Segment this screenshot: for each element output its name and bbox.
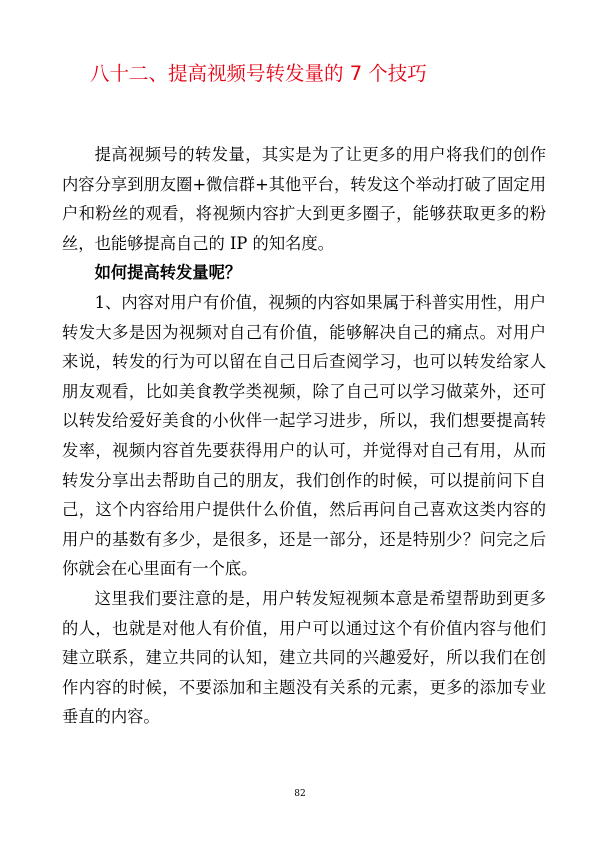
page-number: 82 (294, 789, 306, 799)
body-text (62, 140, 546, 732)
subheading: 如何提高转发量呢？ (94, 263, 242, 283)
intro-paragraph: 提高视频号的转发量，其实是为了让更多的用户将我们的创作内容分享到朋友圈+微信群+其他平台，转发这个举动打破了固定用户和粉丝的观看，将视频内容扩大到更多圈子，能够获取更多的粉丝，也能够提高自己的 IP 的知名度。 (62, 145, 546, 253)
note-paragraph: 这里我们要注意的是，用户转发短视频本意是希望帮助到更多的人，也就是对他人有价值，用户可以通过这个有价值内容与他们建立联系，建立共同的认知，建立共同的兴趣爱好，所以我们在创作内容的时候，不要添加和主题没有关系的元素，更多的添加专业垂直的内容。 (62, 588, 546, 727)
tip-1-paragraph: 1、内容对用户有价值，视频的内容如果属于科普实用性，用户转发大多是因为视频对自己有价值，能够解决自己的痛点。对用户来说，转发的行为可以留在自己日后查阅学习，也可以转发给家人朋友观看，比如美食教学类视频，除了自己可以学习做菜外，还可以转发给爱好美食的小伙伴一起学习进步，所以，我们想要提高转发率，视频内容首先要获得用户的认可，并觉得对自己有用，从而转发分享出去帮助自己的朋友，我们创作的时候，可以提前问下自己，这个内容给用户提供什么价值，然后再问自己喜欢这类内容的用户的基数有多少，是很多，还是一部分，还是特别少？问完之后你就会在心里面有一个底。 (62, 292, 546, 579)
section-title: 八十二、提高视频号转发量的 7 个技巧 (90, 62, 427, 85)
